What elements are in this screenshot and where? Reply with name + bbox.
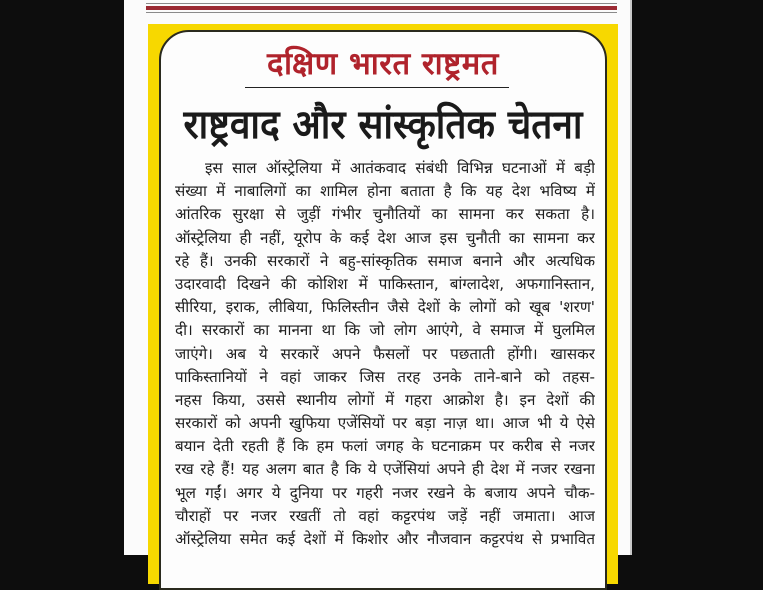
- article-body: [175, 157, 595, 551]
- body-line: आंतरिक सुरक्षा से जुड़ीं गंभीर चुनौतियों का सामना कर सकता है।: [175, 205, 595, 224]
- body-line: रहे हैं। उनकी सरकारों ने बहु-सांस्कृतिक समाज बनाने और अत्यधिक: [175, 251, 595, 270]
- body-line: सीरिया, इराक, लीबिया, फिलिस्तीन जैसे देशों के लोगों को खूब 'शरण': [175, 298, 595, 317]
- body-line: भूल गईं। अगर ये दुनिया पर गहरी नजर रखने के बजाय अपने चौक-: [175, 483, 595, 502]
- body-line: जाएंगे। अब ये सरकारें अपने फैसलों पर पछताती होंगी। खासकर: [175, 344, 595, 363]
- body-line: बयान देती रहती हैं कि हम फलां जगह के घटनाक्रम पर करीब से नजर: [175, 437, 595, 456]
- newspaper-page: [124, 0, 632, 555]
- body-line: इस साल ऑस्ट्रेलिया में आतंकवाद संबंधी विभिन्न घटनाओं में बड़ी: [205, 159, 595, 177]
- body-line: रख रहे हैं! यह अलग बात है कि ये एजेंसियां अपने ही देश में नजर रखना: [175, 460, 595, 479]
- editorial-frame: [148, 24, 618, 584]
- masthead-underline: [245, 87, 509, 88]
- body-line: संख्या में नाबालिगों का शामिल होना बताता है कि यह देश भविष्य में: [175, 182, 595, 201]
- headline: राष्ट्रवाद और सांस्कृतिक चेतना: [183, 101, 583, 148]
- body-line: ऑस्ट्रेलिया समेत कई देशों में किशोर और नौजवान कट्टरपंथ से प्रभावित: [175, 530, 595, 548]
- body-line: पाकिस्तानियों ने वहां जाकर जिस तरह उनके ताने-बाने को तहस-: [175, 367, 595, 386]
- body-line: सरकारों को अपनी खुफिया एजेंसियों पर बड़ा नाज़ था। आज भी ये ऐसे: [175, 414, 595, 433]
- body-line: उदारवादी दिखने की कोशिश में पाकिस्तान, बांग्लादेश, अफगानिस्तान,: [175, 274, 595, 293]
- body-line: नहस किया, उससे स्थानीय लोगों में गहरा आक्रोश है। इन देशों की: [175, 390, 595, 409]
- top-rule-thin-upper: [146, 3, 617, 4]
- top-rule-thin-lower: [146, 12, 617, 13]
- body-line: ऑस्ट्रेलिया ही नहीं, यूरोप के कई देश आज इस चुनौती का सामना कर: [175, 228, 595, 247]
- body-line: चौराहों पर नजर रखतीं तो वहां कट्टरपंथ जड़ें नहीं जमाता। आज: [175, 506, 595, 525]
- top-rule-maroon: [146, 6, 617, 10]
- editorial-box: [159, 30, 607, 590]
- masthead: दक्षिण भारत राष्ट्रमत: [267, 46, 499, 82]
- body-line: दी। सरकारों का मानना था कि जो लोग आएंगे, वे समाज में घुलमिल: [175, 321, 595, 340]
